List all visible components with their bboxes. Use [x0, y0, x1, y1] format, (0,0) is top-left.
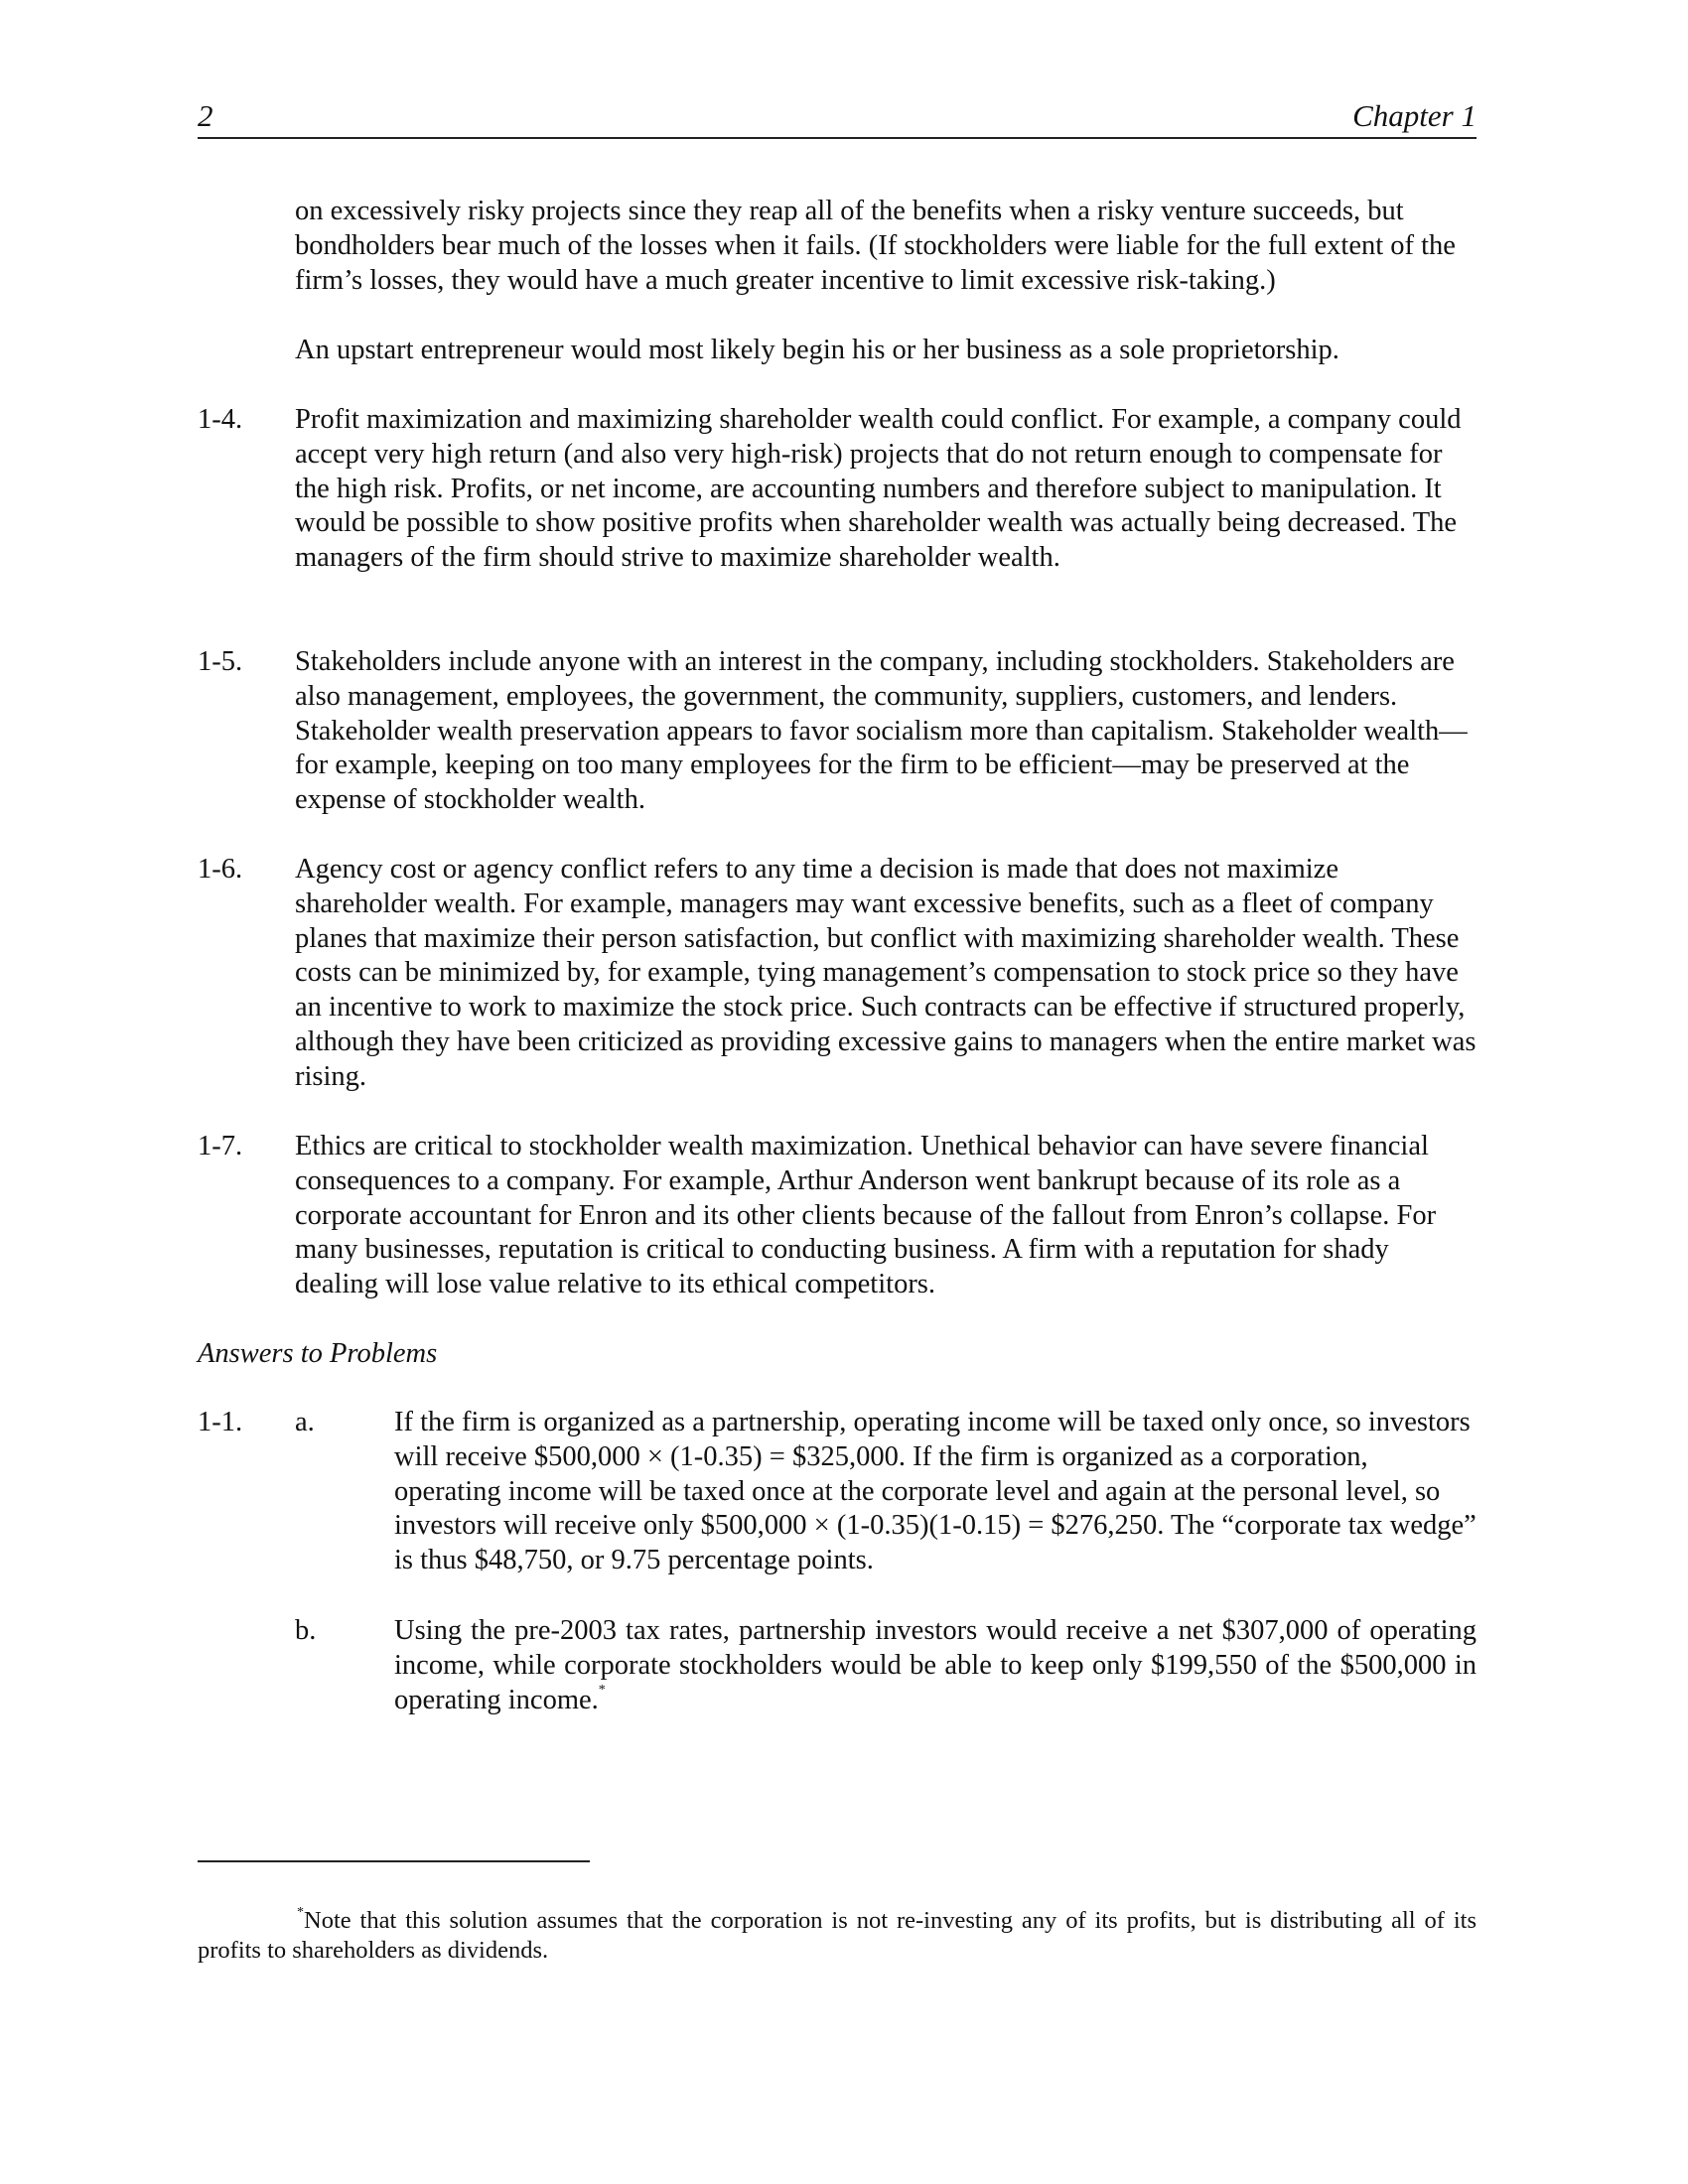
part-answer: If the firm is organized as a partnership, operating income will be taxed only once, so investors will receive $500,000 × (1-0.35) = $325,000. If the firm is organized as a corporation, operating income will be taxed once at the corporate level and again at the personal level, so investors will receive only $500,000 × (1-0.35)(1-0.15) = $276,250. The “corporate tax wedge” is thus $48,750, or 9.75 percentage points. [394, 1407, 1477, 1576]
question-answer: Ethics are critical to stockholder wealth maximization. Unethical behavior can have severe financial consequences to a company. For example, Arthur Anderson went bankrupt because of its role as a corporate accountant for Enron and its other clients because of the fallout from Enron’s collapse. For many businesses, reputation is critical to conducting business. A firm with a reputation for shady dealing will lose value relative to its ethical competitors. [295, 1131, 1437, 1300]
footnote-marker: * [297, 1905, 304, 1920]
question-answer: Agency cost or agency conflict refers to any time a decision is made that does not maximize shareholder wealth. For example, managers may want excessive benefits, such as a fleet of company planes that maximize their person satisfaction, but conflict with maximizing shareholder wealth. These costs can be minimized by, for example, tying management’s compensation to stock price so they have an incentive to work to maximize the stock price. Such contracts can be effective if structured properly, although they have been criticized as providing excessive gains to managers when the entire market was rising. [295, 854, 1477, 1092]
chapter-title: Chapter 1 [1352, 98, 1477, 133]
part-answer-text: Using the pre-2003 tax rates, partnership investors would receive a net $307,000 of operating income, while corporate stockholders would be able to keep only $199,550 of the $500,000 in operating income. [394, 1615, 1477, 1715]
page-number: 2 [198, 98, 213, 133]
question-number: 1-5. [198, 646, 243, 677]
question-number: 1-7. [198, 1131, 243, 1161]
question-number: 1-4. [198, 404, 243, 435]
continuation-paragraph-2: An upstart entrepreneur would most likely begin his or her business as a sole proprietorship. [295, 335, 1339, 365]
footnote-marker: * [598, 1682, 606, 1698]
problem-number: 1-1. [198, 1407, 243, 1437]
continuation-paragraph: on excessively risky projects since they reap all of the benefits when a risky venture succeeds, but bondholders bear much of the losses when it fails. (If stockholders were liable for the full extent of the firm’s losses, they would have a much greater incentive to limit excessive risk-taking.) [295, 196, 1456, 296]
footnote [198, 1906, 1477, 1966]
footnote-divider [198, 1860, 590, 1862]
part-label: a. [295, 1407, 315, 1437]
question-answer: Profit maximization and maximizing shareholder wealth could conflict. For example, a company could accept very high return (and also very high-risk) projects that do not return enough to compensate for the high risk. Profits, or net income, are accounting numbers and therefore subject to manipulation. It would be possible to show positive profits when shareholder wealth was actually being decreased. The managers of the firm should strive to maximize shareholder wealth. [295, 404, 1462, 574]
part-label: b. [295, 1615, 317, 1646]
page-header [198, 97, 1477, 139]
part-answer [394, 1614, 1477, 1717]
question-answer: Stakeholders include anyone with an interest in the company, including stockholders. Stakeholders are also management, employees, the government, the community, suppliers, customers, and lenders. Stakeholder wealth preservation appears to favor socialism more than capitalism. Stakeholder wealth—for example, keeping on too many employees for the firm to be efficient—may be preserved at the expense of stockholder wealth. [295, 646, 1468, 816]
question-number: 1-6. [198, 854, 243, 885]
section-heading: Answers to Problems [198, 1338, 438, 1369]
footnote-text: Note that this solution assumes that the corporation is not re-investing any of its profits, but is distributing all of its profits to shareholders as dividends. [198, 1907, 1477, 1964]
